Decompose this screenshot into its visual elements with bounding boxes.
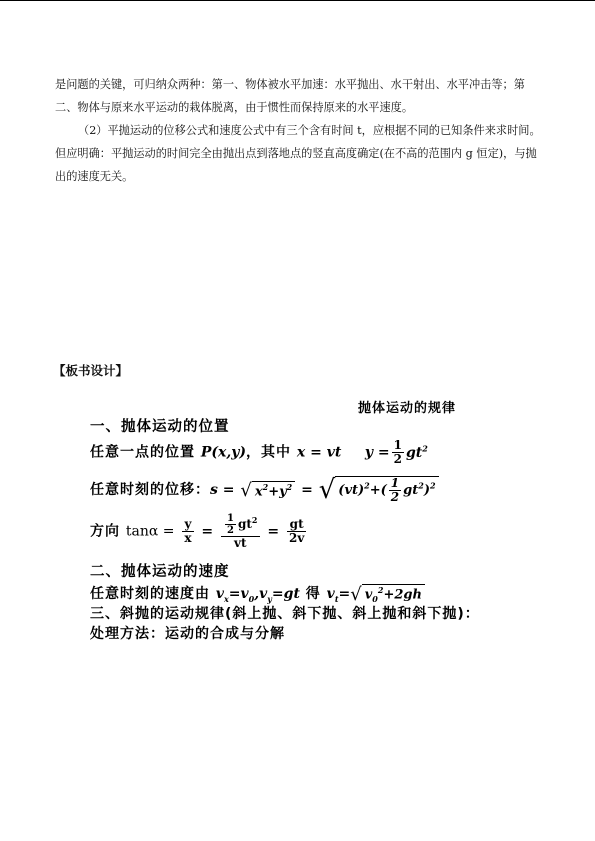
formula-position-point: P(x,y) xyxy=(200,444,247,461)
position-label: 任意一点的位置 xyxy=(90,444,195,461)
board-line-method: 处理方法：运动的合成与分解 xyxy=(90,626,285,642)
fraction-half-gt2-over-vt: $\frac{1}{2}$ $gt^2$ vt xyxy=(221,513,259,550)
board-line-velocity-formula xyxy=(90,583,425,605)
formula-gt2: $gt^2$ xyxy=(405,442,428,461)
sqrt-vt-gt: √ (vt)$^2$+( $\frac{1}{2}$ $gt^2)^2$ xyxy=(319,475,439,505)
board-heading-position: 一、抛体运动的位置 xyxy=(90,419,230,435)
fraction-gt-over-2v: $\frac{gt}{2v}$ xyxy=(288,517,305,545)
velocity-de: 得 xyxy=(305,586,321,602)
board-line-position-formula xyxy=(90,439,428,466)
velocity-label: 任意时刻的速度由 xyxy=(90,586,210,602)
board-title: 抛体运动的规律 xyxy=(358,401,457,416)
board-line-direction-formula xyxy=(90,513,308,550)
formula-vt: $v_t=$ xyxy=(326,586,351,604)
board-heading-velocity: 二、抛体运动的速度 xyxy=(90,564,230,580)
formula-s: s = xyxy=(210,482,235,498)
position-mid-text: ，其中 xyxy=(246,444,292,461)
equals-sign-2: = xyxy=(201,523,214,540)
board-design-image xyxy=(90,395,530,655)
board-line-oblique-projectile: 三、斜抛的运动规律(斜上抛、斜下抛、斜上抛和斜下抛)： xyxy=(90,606,480,622)
paragraph-2: （2）平抛运动的位移公式和速度公式中有三个含有时间 t，应根据不同的已知条件来求时间。但应明确：平抛运动的时间完全由抛出点到落地点的竖直高度确定(在不高的范围内 g 恒定)，与抛出的速度无关。 xyxy=(55,124,541,183)
paragraph-1: 是问题的关键，可归纳众两种：第一、物体被水平加速：水平抛出、水干射出、水平冲击等；第二、物体与原来水平运动的栽体脱离，由于惯性而保持原来的水平速度。 xyxy=(55,78,525,114)
section-label-board-design: 【板书设计】 xyxy=(53,363,129,378)
fraction-y-over-x: $\frac{y}{x}$ xyxy=(184,517,192,545)
displacement-label: 任意时刻的位移： xyxy=(90,482,210,498)
formula-vx-v0: $v_x=v_0,v_y=gt$ xyxy=(215,586,300,604)
board-line-displacement-formula xyxy=(90,475,439,505)
equals-sign: = xyxy=(301,482,313,498)
direction-label: 方向 xyxy=(90,523,120,540)
sqrt-v0-2gh: √ $v_0^2+2gh$ xyxy=(350,584,425,605)
formula-tan-alpha: tanα = xyxy=(125,523,175,540)
sqrt-x2-y2: √ $x^2+y^2$ xyxy=(240,480,295,501)
formula-y: y = xyxy=(364,444,390,461)
equals-sign-3: = xyxy=(267,523,280,540)
fraction-one-half: $\frac{1}{2}$ xyxy=(393,438,402,466)
formula-x-vt: x = vt xyxy=(296,444,342,461)
top-border-line xyxy=(0,0,595,1)
